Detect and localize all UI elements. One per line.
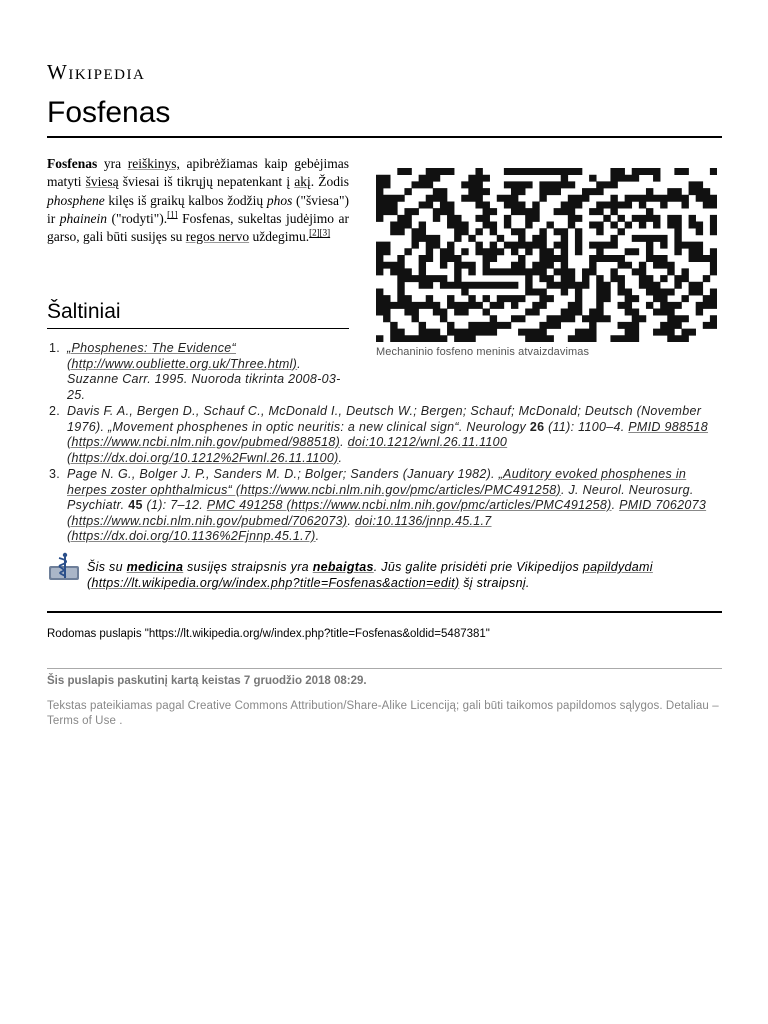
word-phos: phos (266, 192, 293, 208)
link-regos-nervo[interactable]: regos nervo (185, 229, 250, 245)
intro-text: Fosfenas, sukeltas judėjimo ar garso, gali būti susijęs su (47, 210, 349, 245)
reference-item (47, 341, 343, 403)
ref-link-3[interactable]: [3] (319, 227, 331, 238)
stub-text-part: . Jūs galite prisidėti prie Vikipedijos (373, 560, 583, 574)
word-phainein: phainein (59, 210, 107, 226)
reference-text: . J. Neurol. Neurosurg. Psychiatr. (67, 482, 694, 512)
reference-volume: 26 (529, 419, 545, 434)
reference-text: . (340, 435, 348, 449)
reference-text: . (347, 513, 355, 528)
doi-link[interactable]: doi:10.1136/jnnp.45.1.7 (https://dx.doi.org/10.1136%2Fjnnp.45.1.7) (67, 513, 492, 543)
intro-text: yra (97, 156, 128, 171)
retrieved-from: Rodomas puslapis "https://lt.wikipedia.org/w/index.php?title=Fosfenas&oldid=5487381" (47, 628, 490, 640)
reference-text: (11): 1100–4. (544, 419, 629, 434)
ref-link-2[interactable]: [2] (309, 227, 320, 238)
page-title: Fosfenas (47, 96, 722, 138)
reference-title-link[interactable]: „Auditory evoked phosphenes in herpes zoster ophthalmicus“ (https://www.ncbi.nlm.nih.gov/pmc/articles/PMC491258) (67, 467, 687, 497)
stub-text (87, 560, 722, 591)
reference-number: 2. (49, 404, 61, 418)
intro-paragraph (47, 155, 349, 246)
ref-link-1[interactable]: [1] (167, 209, 178, 220)
figure (376, 168, 717, 358)
doi-link[interactable]: doi:10.1212/wnl.26.11.1100 (https://dx.doi.org/10.1212%2Fwnl.26.11.1100) (67, 435, 508, 465)
pmid-link[interactable]: PMID 988518 (https://www.ncbi.nlm.nih.gov/pubmed/988518) (67, 419, 709, 449)
intro-text: šviesai iš tikrųjų nepatenkant į (118, 174, 295, 190)
reference-text: . (338, 450, 343, 465)
intro-text: uždegimu. (249, 229, 310, 245)
footer-thin-divider (47, 668, 722, 669)
reference-text: . Suzanne Carr. 1995. Nuoroda tikrinta 2008-03-25. (67, 356, 341, 402)
reference-text: . (315, 529, 320, 543)
stub-text-part: šį straipsnį. (459, 575, 530, 590)
reference-text: (1): 7–12. (142, 498, 207, 512)
wikipedia-logo[interactable]: Wikipedia (47, 60, 146, 84)
reference-item (47, 467, 722, 545)
license-text: Tekstas pateikiamas pagal Creative Commons Attribution/Share-Alike Licenciją; gali būti taikomos papildomos sąlygos. Detaliau – Terms of Use . (47, 700, 719, 727)
reference-text: Page N. G., Bolger J. P., Sanders M. D.; Bolger; Sanders (January 1982). (67, 467, 499, 481)
medicine-stub-icon (47, 552, 83, 584)
intro-text: apibrėžiamas kaip gebėjimas matyti (47, 156, 349, 190)
pmc-link[interactable]: PMC 491258 (https://www.ncbi.nlm.nih.gov/pmc/articles/PMC491258) (206, 498, 612, 512)
footer-divider (47, 611, 722, 613)
intro-text: kilęs iš graikų kalbos žodžių (104, 192, 267, 208)
reference-volume: 45 (128, 498, 143, 512)
last-modified: Šis puslapis paskutinį kartą keistas 7 gruodžio 2018 08:29. (47, 675, 367, 687)
reference-list (47, 341, 722, 546)
reference-number: 3. (49, 467, 61, 481)
link-reiskinys[interactable]: reiškinys, (127, 156, 180, 171)
reference-link[interactable]: „Phosphenes: The Evidence“ (http://www.oubliette.org.uk/Three.html) (67, 341, 298, 371)
sources-heading: Šaltiniai (47, 300, 349, 329)
pmid-link[interactable]: PMID 7062073 (https://www.ncbi.nlm.nih.gov/pubmed/7062073) (67, 498, 707, 528)
stub-text-part: susijęs straipsnis yra (183, 560, 313, 574)
figure-caption: Mechaninio fosfeno meninis atvaizdavimas (376, 346, 590, 358)
reference-item (47, 404, 722, 466)
mechanical-phosphene-image[interactable] (376, 168, 717, 342)
reference-text: . (611, 498, 620, 512)
stub-topic-link[interactable]: medicina (126, 560, 184, 574)
reference-text: Davis F. A., Bergen D., Schauf C., McDonald I., Deutsch W.; Bergen; Schauf; McDonald; Deutsch (November 1976). „Movement phosphenes in optic neuritis: a new clinical sign“. Neurology (67, 404, 702, 434)
intro-text: ("rodyti"). (107, 210, 168, 226)
intro-text: . Žodis (310, 174, 349, 190)
link-sviesa[interactable]: šviesą (85, 174, 119, 190)
stub-edit-link[interactable]: papildydami (https://lt.wikipedia.org/w/index.php?title=Fosfenas&action=edit) (87, 560, 653, 590)
reference-number: 1. (49, 341, 61, 355)
intro-text: ("šviesa") ir (47, 192, 349, 226)
stub-notice (47, 552, 722, 591)
intro-term: Fosfenas (47, 156, 98, 171)
stub-status-link[interactable]: nebaigtas (312, 560, 374, 574)
link-aki[interactable]: akį (294, 174, 311, 190)
stub-text-part: Šis su (87, 560, 127, 574)
word-phosphene: phosphene (47, 192, 105, 208)
